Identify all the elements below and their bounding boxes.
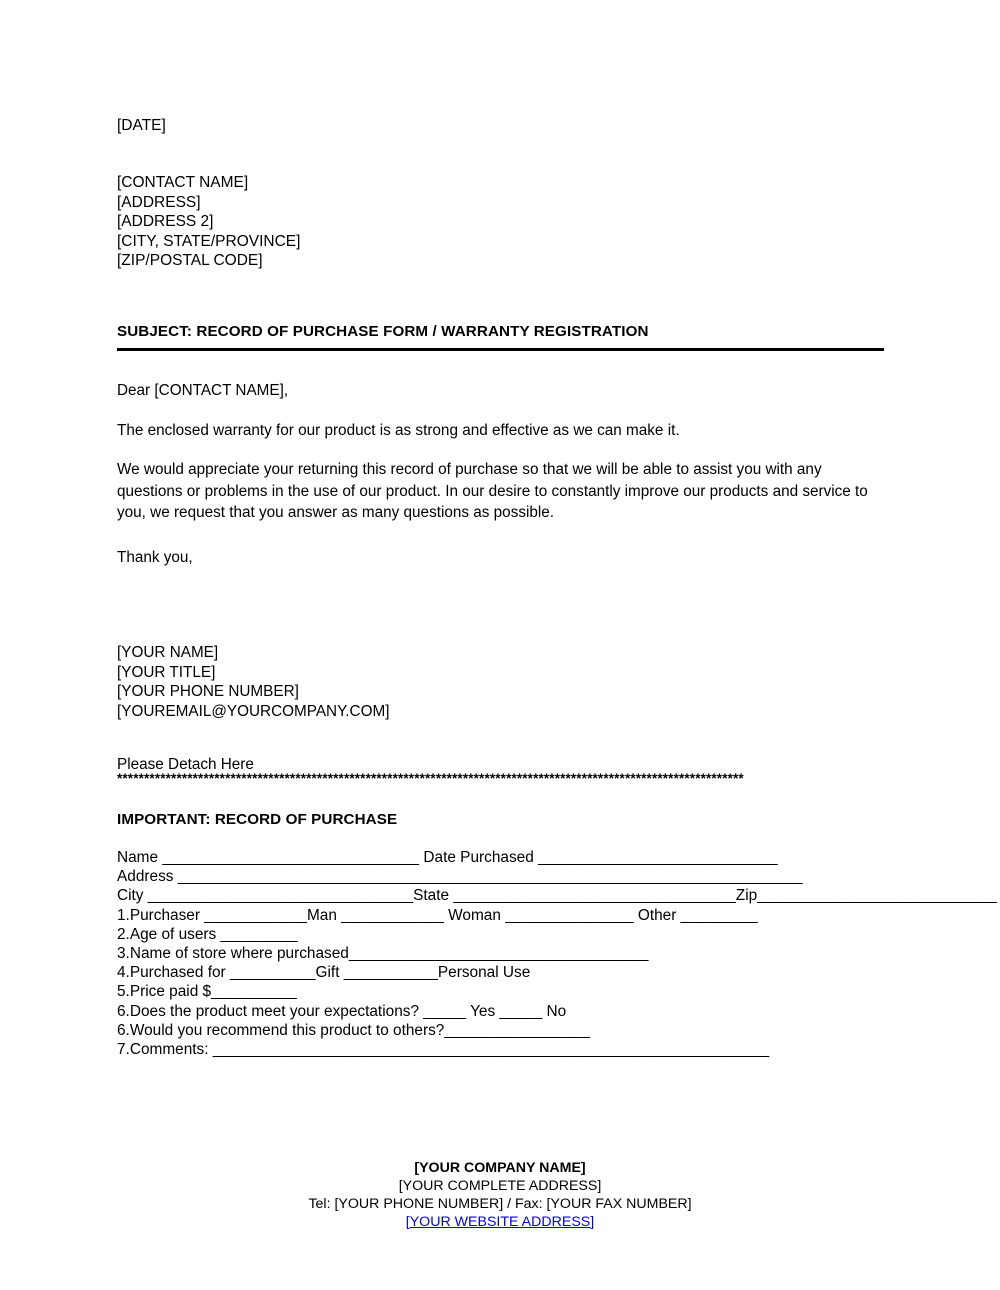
signer-title: [YOUR TITLE] [117,663,216,681]
letter-date: [DATE] [117,117,166,134]
recipient-postal-code: [ZIP/POSTAL CODE] [117,252,263,269]
signer-phone: [YOUR PHONE NUMBER] [117,683,299,700]
form-field-name-date[interactable]: Name ______________________________ Date Purchased ____________________________ [117,849,778,866]
subject-divider-rule [117,348,884,351]
footer-address: [YOUR COMPLETE ADDRESS] [398,1178,602,1194]
signature-block [117,643,390,721]
form-field-would-recommend[interactable]: 6.Would you recommend this product to others?_________________ [117,1021,590,1039]
record-of-purchase-heading: IMPORTANT: RECORD OF PURCHASE [117,811,398,828]
signer-email: [YOUREMAIL@YOURCOMPANY.COM] [117,702,390,720]
form-field-meets-expectations[interactable]: 6.Does the product meet your expectations? _____ Yes _____ No [117,1002,567,1020]
form-field-store-name[interactable]: 3.Name of store where purchased___________________________________ [117,945,649,963]
recipient-address-block [117,173,300,271]
footer-website-link[interactable] [0,1213,1000,1231]
footer-contact: Tel: [YOUR PHONE NUMBER] / Fax: [YOUR FAX NUMBER] [308,1196,692,1212]
salutation: Dear [CONTACT NAME], [117,382,289,399]
letter-body [117,380,877,524]
form-field-city-state-zip[interactable]: City _______________________________State _________________________________Zip____________________________ [117,887,997,905]
form-field-address[interactable]: Address _________________________________________________________________________ [117,868,803,886]
form-field-comments[interactable]: 7.Comments: _________________________________________________________________ [117,1041,770,1059]
footer-company-name: [YOUR COMPANY NAME] [414,1160,586,1176]
signer-name: [YOUR NAME] [117,644,219,661]
detach-separator-line: ******************************************************************************************************************** [117,771,744,786]
page-footer [0,1159,1000,1231]
form-field-purchaser-gender[interactable]: 1.Purchaser ____________Man ____________ Woman _______________ Other _________ [117,906,758,924]
body-paragraph-1: The enclosed warranty for our product is as strong and effective as we can make it. [117,421,680,439]
form-field-price-paid[interactable]: 5.Price paid $__________ [117,983,297,1001]
detach-instruction: Please Detach Here [117,756,254,773]
closing-line: Thank you, [117,549,193,566]
body-paragraph-2: We would appreciate your returning this record of purchase so that we will be able to assist you with any questions or problems in the use of our product. In our desire to constantly improve our products and service to you, we request that you answer as many questions as possible. [117,461,868,521]
recipient-contact-name: [CONTACT NAME] [117,174,249,191]
recipient-address-1: [ADDRESS] [117,193,201,211]
subject-heading: SUBJECT: RECORD OF PURCHASE FORM / WARRANTY REGISTRATION [117,323,649,340]
record-of-purchase-form [117,848,997,1059]
form-field-purchased-for[interactable]: 4.Purchased for __________Gift ___________Personal Use [117,964,531,982]
form-field-age-of-users[interactable]: 2.Age of users _________ [117,925,298,943]
recipient-address-2: [ADDRESS 2] [117,213,214,230]
website-link-text[interactable]: [YOUR WEBSITE ADDRESS] [405,1214,595,1230]
recipient-city-state: [CITY, STATE/PROVINCE] [117,232,301,250]
